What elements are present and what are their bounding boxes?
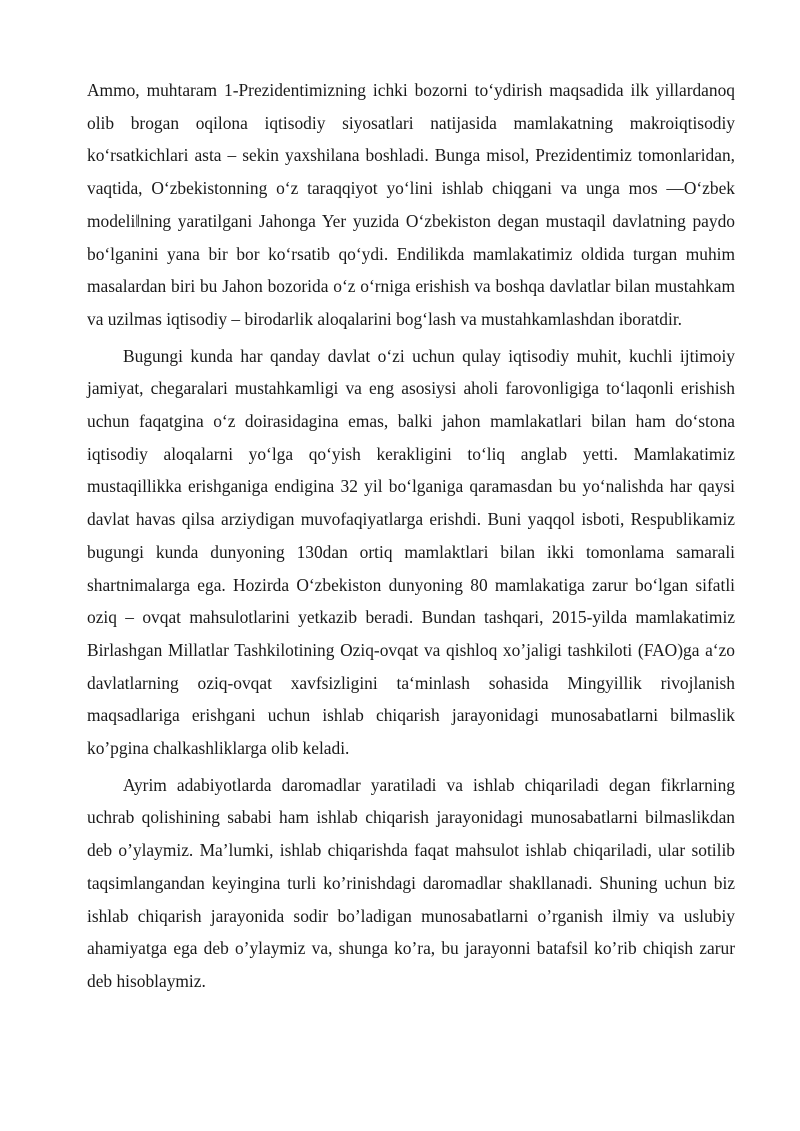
paragraph-3: Ayrim adabiyotlarda daromadlar yaratiladi va ishlab chiqariladi degan fikrlarning uchrab qolishining sababi ham ishlab chiqarish jarayonidagi munosabatlarni bilmaslikdan deb o’ylaymiz. Ma’lumki, ishlab chiqarishda faqat mahsulot ishlab chiqariladi, ular sotilib taqsimlangandan keyingina turli ko’rinishdagi daromadlar shakllanadi. Shuning uchun biz ishlab chiqarish jarayonida sodir bo’ladigan munosabatlarni o’rganish ilmiy va uslubiy ahamiyatga ega deb o’ylaymiz va, shunga ko’ra, bu jarayonni batafsil ko’rib chiqish zarur deb hisoblaymiz.	[87, 774, 735, 991]
paragraph-1: Ammo, muhtaram 1-Prezidentimizning ichki bozorni to‘ydirish maqsadida ilk yillardanoq olib brogan oqilona iqtisodiy siyosatlari natijasida mamlakatning makroiqtisodiy ko‘rsatkichlari asta – sekin yaxshilana boshladi. Bunga misol, Prezidentimiz tomonlaridan, vaqtida, O‘zbekistonning o‘z taraqqiyot yo‘lini ishlab chiqgani va unga mos ―O‘zbek modeli‖ning yaratilgani Jahonga Yer yuzida O‘zbekiston degan mustaqil davlatning paydo bo‘lganini yana bir bor ko‘rsatib qo‘ydi. Endilikda mamlakatimiz oldida turgan muhim masalardan biri bu Jahon bozorida o‘z o‘rniga erishish va boshqa davlatlar bilan mustahkam va uzilmas iqtisodiy – birodarlik aloqalarini bog‘lash va mustahkamlashdan iboratdir.	[87, 80, 735, 329]
paragraph-2: Bugungi kunda har qanday davlat o‘zi uchun qulay iqtisodiy muhit, kuchli ijtimoiy jamiyat, chegaralari mustahkamligi va eng asosiysi aholi farovonligiga to‘laqonli erishish uchun faqatgina o‘z doirasidagina emas, balki jahon mamlakatlari bilan ham do‘stona iqtisodiy aloqalarni yo‘lga qo‘yish kerakligini to‘liq anglab yetti. Mamlakatimiz mustaqillikka erishganiga endigina 32 yil bo‘lganiga qaramasdan bu yo‘nalishda har qaysi davlat havas qilsa arziydigan muvofaqiyatlarga erishdi. Buni yaqqol isboti, Respublikamiz bugungi kunda dunyoning 130dan ortiq mamlaktlari bilan ikki tomonlama samarali shartnimalarga ega. Hozirda O‘zbekiston dunyoning 80 mamlakatiga zarur bo‘lgan sifatli oziq – ovqat mahsulotlarini yetkazib beradi. Bundan tashqari, 2015-yilda mamlakatimiz Birlashgan Millatlar Tashkilotining Oziq-ovqat va qishloq xo’jaligi tashkiloti (FAO)ga a‘zo davlatlarning oziq-ovqat xavfsizligini ta‘minlash sohasida Mingyillik rivojlanish maqsadlariga erishgani uchun ishlab chiqarish jarayonidagi munosabatlarni bilmaslik ko’pgina chalkashliklarga olib keladi.	[87, 345, 735, 759]
document-page	[87, 74, 735, 1002]
